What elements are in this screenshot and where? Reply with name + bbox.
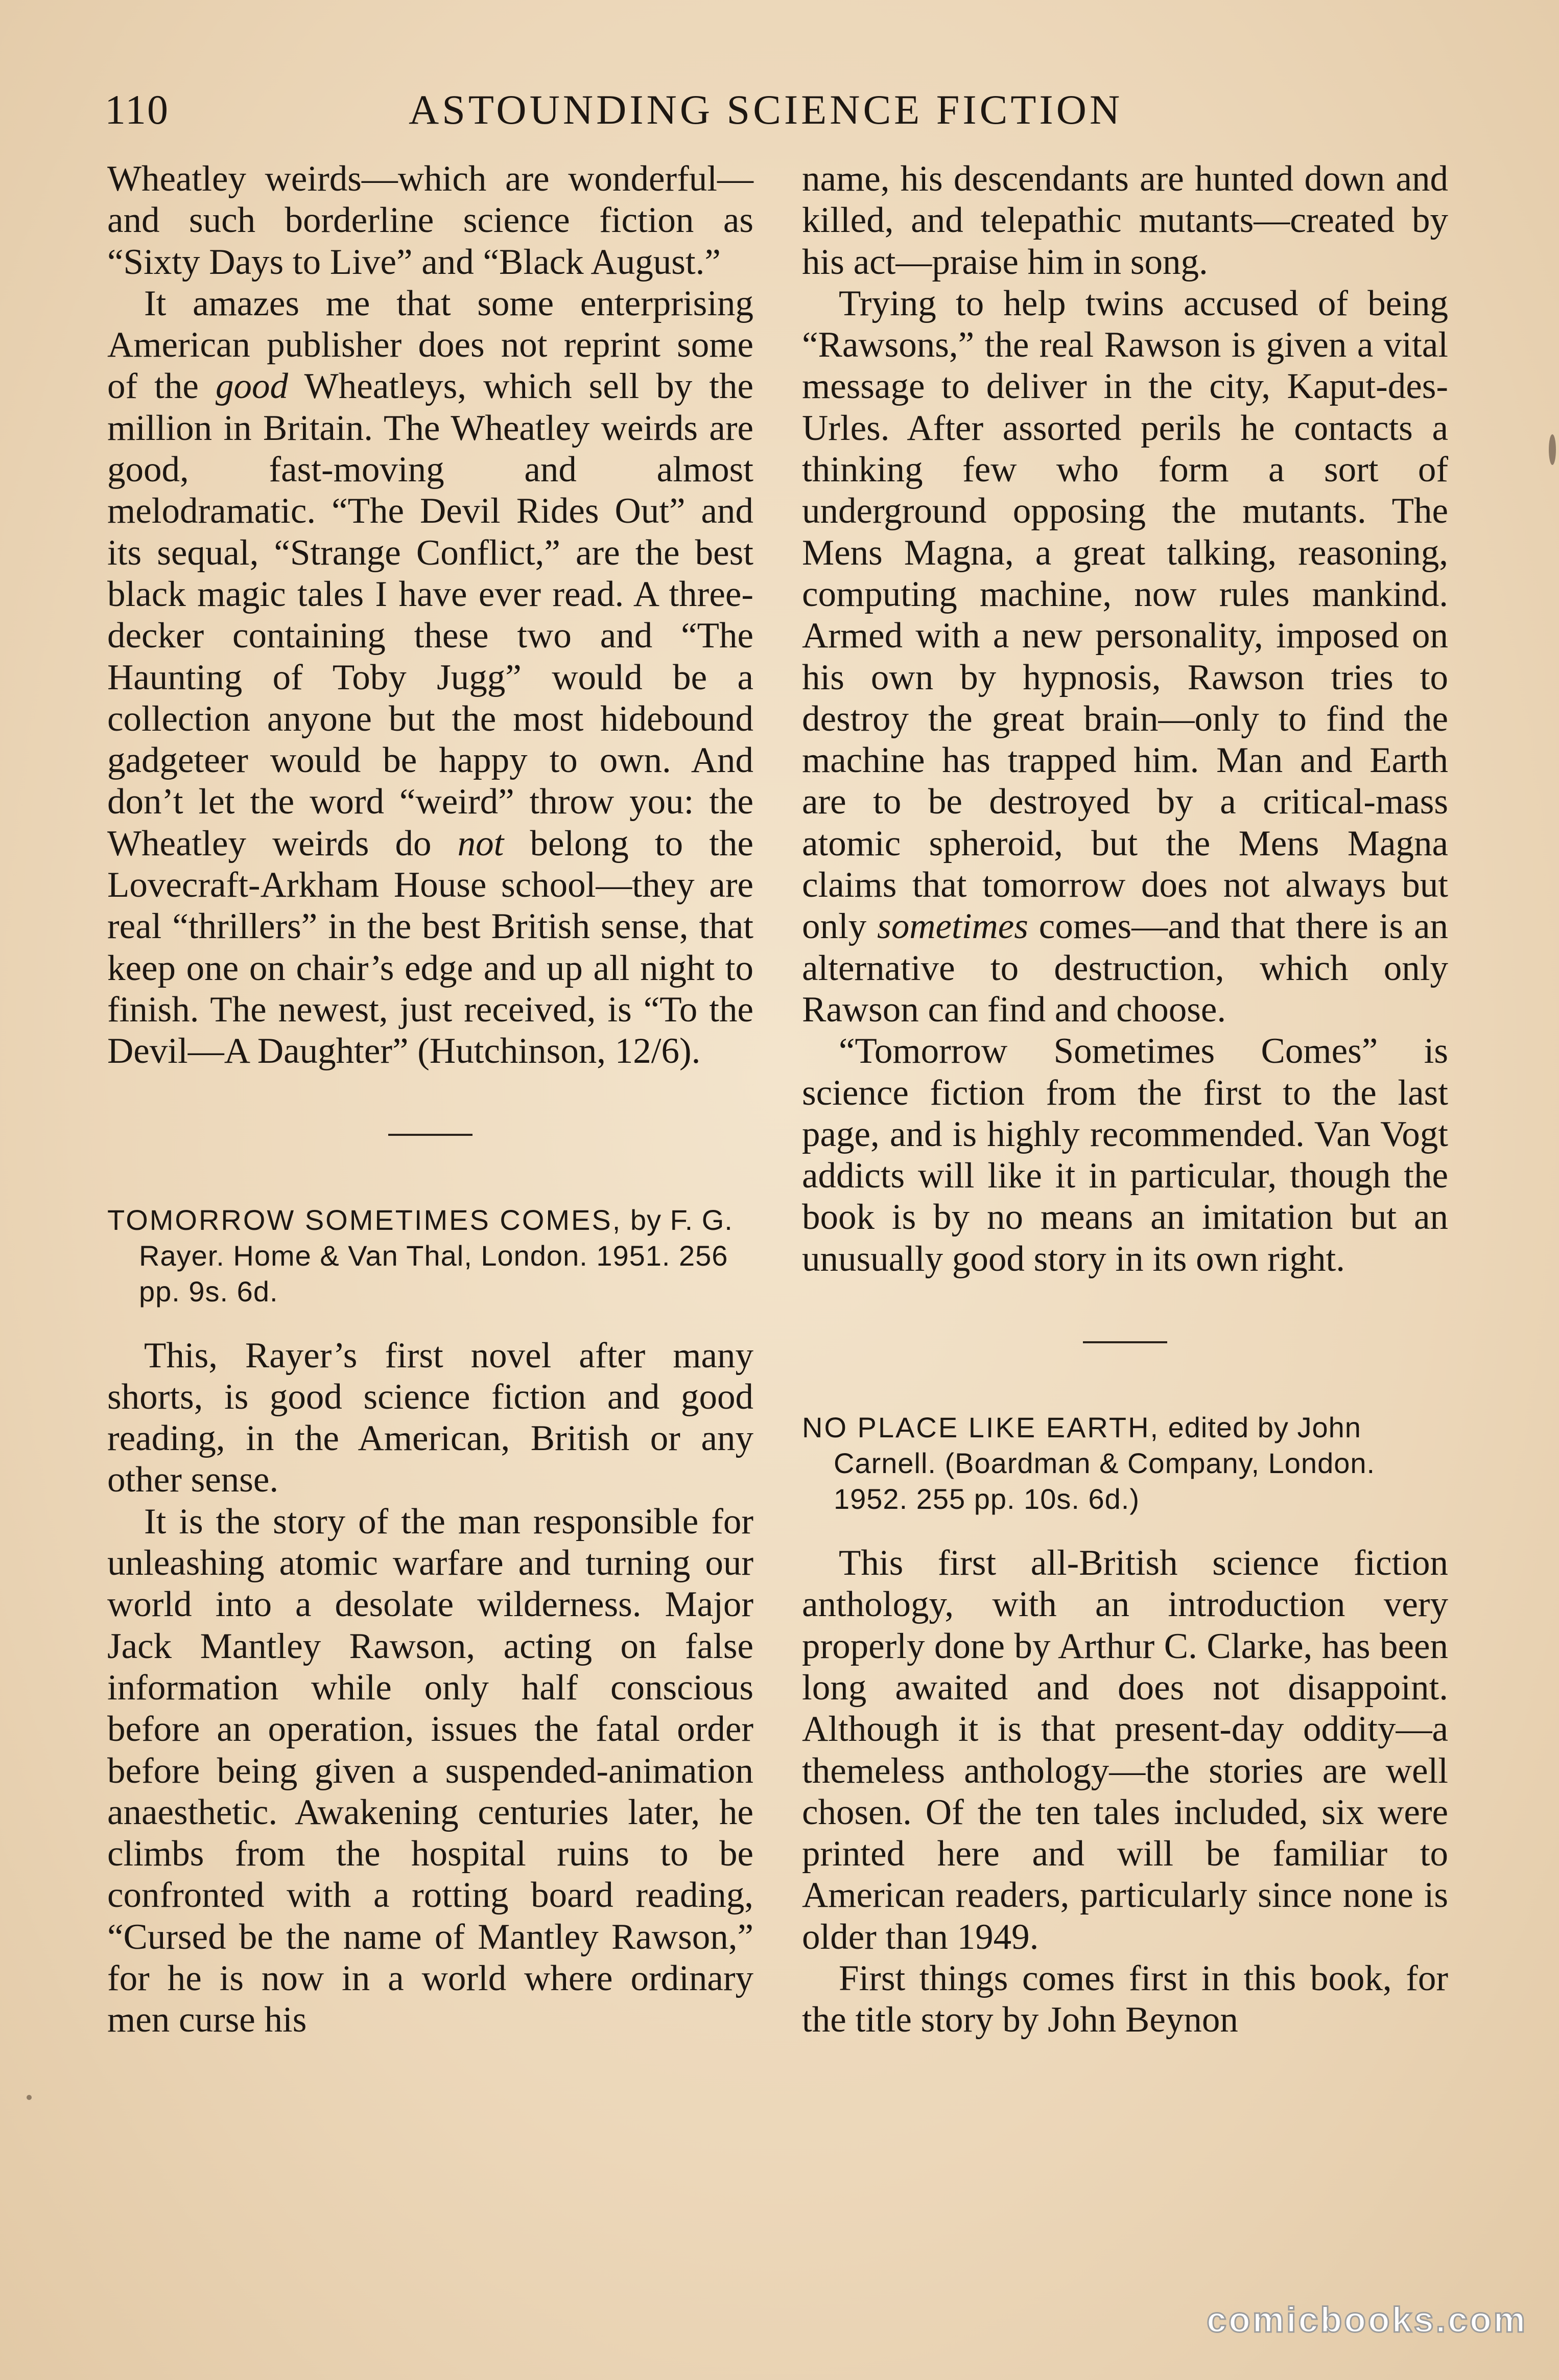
text-run: belong to the Lovecraft-Arkham House school—they are real “thrillers” in the best British sense, that keep one on chair’s edge and up all night to finish. The newest, just received, is “To the Devil—A Daughter” (Hutchinson, 12/6). <box>107 823 753 1071</box>
paragraph: Wheatley weirds—which are wonderful—and such borderline science fiction as “Sixty Days to Live” and “Black August.” <box>107 159 753 282</box>
emphasis: sometimes <box>877 906 1028 947</box>
text-run: Trying to help twins accused of being “Rawsons,” the real Rawson is given a vital message to deliver in the city, Kaput-des-Urles. After assorted perils he contacts a thinking few who form a sort of underground opposing the mutants. The Mens Magna, a great talking, reasoning, computing machine, now rules mankind. Armed with a new personality, imposed on his own by hypnosis, Rawson tries to destroy the great brain—only to find the machine has trapped him. Man and Earth are to be destroyed by a critical-mass atomic spheroid, but the Mens Magna claims that tomorrow does not always but only <box>802 283 1448 947</box>
page-number: 110 <box>105 86 169 133</box>
emphasis: good <box>215 366 288 407</box>
paragraph: “Tomorrow Sometimes Comes” is science fiction from the first to the last page, and is highly recommended. Van Vogt addicts will like it in particular, though the book is by no means an imitation but an unusually good story in its own right. <box>802 1031 1448 1279</box>
review-heading <box>802 1410 1448 1517</box>
text-run: comes—and that there is an alternative to destruction, which only Rawson can find and choose. <box>802 906 1448 1030</box>
text-run: Wheatleys, which sell by the million in Britain. The Wheatley weirds are good, fast-moving and almost melodramatic. “The Devil Rides Out” and its sequal, “Strange Conflict,” are the best black magic tales I have ever read. A three-decker containing these two and “The Haunting of Toby Jugg” would be a collection anyone but the most hidebound gadgeteer would be happy to own. And don’t let the word “weird” throw you: the Wheatley weirds do <box>107 366 753 864</box>
text-run: It amazes me that some enterprising American publisher does not reprint some of the <box>107 283 753 407</box>
paragraph: name, his descendants are hunted down and killed, and telepathic mutants—created by his act—praise him in song. <box>802 159 1448 282</box>
paragraph <box>107 283 753 1072</box>
section-divider <box>388 1134 473 1136</box>
review-heading <box>107 1202 753 1310</box>
book-title: TOMORROW SOMETIMES COMES, <box>107 1203 622 1236</box>
book-details: edited by John Carnell. (Boardman & Company, London. 1952. 255 pp. 10s. 6d.) <box>834 1411 1376 1515</box>
section-divider <box>1083 1341 1167 1343</box>
emphasis: not <box>457 823 504 864</box>
paragraph: First things comes first in this book, for the title story by John Beynon <box>802 1958 1448 2040</box>
left-column <box>107 158 753 2041</box>
book-title: NO PLACE LIKE EARTH, <box>802 1411 1160 1444</box>
watermark: comicbooks.com <box>1207 2300 1527 2340</box>
paragraph: It is the story of the man responsible for unleashing atomic warfare and turning our world into a desolate wilderness. Major Jack Mantley Rawson, acting on false information while only half conscious before an operation, issues the fatal order before being given a suspended-animation anaesthetic. Awakening centuries later, he climbs from the hospital ruins to be confronted with a rotting board reading, “Cursed be the name of Mantley Rawson,” for he is now in a world where ordinary men curse his <box>107 1501 753 2040</box>
right-column <box>802 158 1448 2041</box>
paper-speck <box>1549 434 1556 465</box>
running-head: ASTOUNDING SCIENCE FICTION <box>409 86 1123 133</box>
paragraph: This first all-British science fiction anthology, with an introduction very properly done by Arthur C. Clarke, has been long awaited and does not disappoint. Although it is that present-day oddity—a themeless anthology—the stories are well chosen. Of the ten tales included, six were printed here and will be familiar to American readers, particularly since none is older than 1949. <box>802 1543 1448 1957</box>
paper-speck <box>27 2095 32 2100</box>
paragraph <box>802 283 1448 1031</box>
book-details: by F. G. Rayer. Home & Van Thal, London. 1951. 256 pp. 9s. 6d. <box>139 1203 733 1308</box>
paragraph: This, Rayer’s first novel after many shorts, is good science fiction and good reading, in the American, British or any other sense. <box>107 1335 753 1500</box>
